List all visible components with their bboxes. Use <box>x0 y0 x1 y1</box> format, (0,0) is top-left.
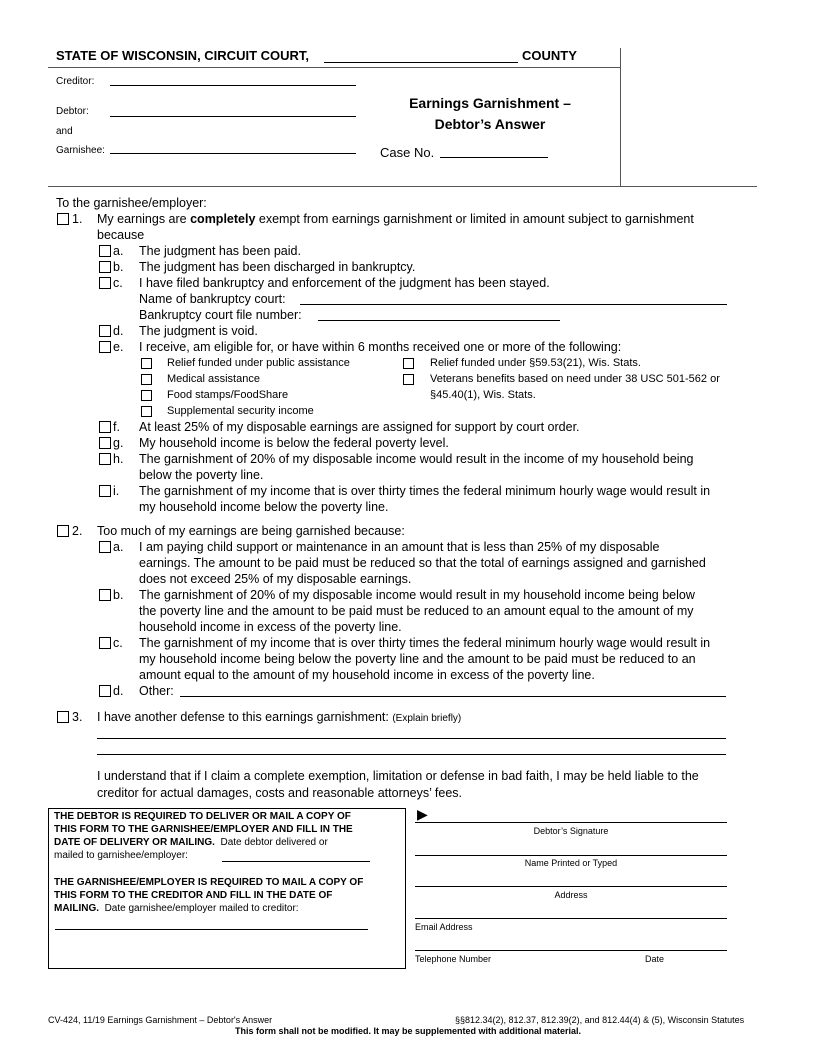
bankruptcy-file-field[interactable] <box>318 307 560 321</box>
section3-checkbox[interactable] <box>57 711 69 723</box>
veterans-benefits-label-cont: §45.40(1), Wis. Stats. <box>430 389 536 401</box>
public-assistance-checkbox[interactable] <box>141 358 152 369</box>
section2-text: Too much of my earnings are being garnished because: <box>97 524 405 538</box>
intro-text: To the garnishee/employer: <box>56 196 207 210</box>
garnishee-instruction-line3: MAILING. Date garnishee/employer mailed to creditor: <box>54 903 299 914</box>
telephone-label: Telephone Number <box>415 954 492 964</box>
section1c-checkbox[interactable] <box>99 277 111 289</box>
section1e-checkbox[interactable] <box>99 341 111 353</box>
section2d-text: Other: <box>139 684 174 698</box>
name-printed-field[interactable] <box>415 842 727 856</box>
form-title-line2: Debtor’s Answer <box>434 116 546 132</box>
section1i-checkbox[interactable] <box>99 485 111 497</box>
section2c-text-line1: The garnishment of my income that is over thirty times the federal minimum hourly wage would result in <box>139 636 711 650</box>
section1b-checkbox[interactable] <box>99 261 111 273</box>
other-reason-field[interactable] <box>180 683 726 697</box>
signature-field[interactable] <box>415 809 727 823</box>
debtor-field[interactable] <box>110 103 356 117</box>
section1f-letter: f. <box>113 420 120 434</box>
relief-5953-label: Relief funded under §59.53(21), Wis. Stats. <box>430 357 641 369</box>
county-input-line[interactable] <box>324 49 518 63</box>
debtor-instruction-line4: mailed to garnishee/employer: <box>54 850 188 861</box>
garnishee-instruction-line2: THIS FORM TO THE CREDITOR AND FILL IN THE DATE OF <box>54 890 333 901</box>
header-top-divider <box>48 67 620 68</box>
bankruptcy-court-label: Name of bankruptcy court: <box>139 292 286 306</box>
medical-assistance-checkbox[interactable] <box>141 374 152 385</box>
garnishee-field[interactable] <box>110 140 356 154</box>
date-label: Date <box>645 954 665 964</box>
debtor-instruction-line1: THE DEBTOR IS REQUIRED TO DELIVER OR MAIL A COPY OF <box>54 811 351 822</box>
section1h-text-line1: The garnishment of 20% of my disposable income would result in the income of my household being <box>139 452 694 466</box>
phone-date-field[interactable] <box>415 937 727 951</box>
header-bottom-divider <box>48 186 757 187</box>
veterans-benefits-label: Veterans benefits based on need under 38 USC 501-562 or <box>430 373 720 385</box>
bankruptcy-file-label: Bankruptcy court file number: <box>139 308 302 322</box>
section2b-text-line2: the poverty line and the amount to be paid must be reduced to an amount equal to the amount of my <box>139 604 694 618</box>
debtor-instruction-line2: THIS FORM TO THE GARNISHEE/EMPLOYER AND FILL IN THE <box>54 824 353 835</box>
section1f-checkbox[interactable] <box>99 421 111 433</box>
section3-number: 3. <box>72 710 83 724</box>
section1f-text: At least 25% of my disposable earnings are assigned for support by court order. <box>139 420 580 434</box>
section1c-text: I have filed bankruptcy and enforcement of the judgment has been stayed. <box>139 276 550 290</box>
section1a-letter: a. <box>113 244 124 258</box>
section1b-letter: b. <box>113 260 124 274</box>
garnishee-mailed-date-field[interactable] <box>55 916 368 930</box>
section1g-letter: g. <box>113 436 124 450</box>
section2c-letter: c. <box>113 636 123 650</box>
section1e-letter: e. <box>113 340 124 354</box>
section2c-checkbox[interactable] <box>99 637 111 649</box>
section1d-letter: d. <box>113 324 124 338</box>
section1a-checkbox[interactable] <box>99 245 111 257</box>
section2b-checkbox[interactable] <box>99 589 111 601</box>
understand-line2: creditor for actual damages, costs and reasonable attorneys’ fees. <box>97 786 463 800</box>
section2b-text-line3: household income in excess of the poverty line. <box>139 620 402 634</box>
garnishee-label: Garnishee: <box>56 145 105 156</box>
header-right-divider <box>620 48 621 186</box>
medical-assistance-label: Medical assistance <box>167 373 260 385</box>
food-stamps-checkbox[interactable] <box>141 390 152 401</box>
section1-text: My earnings are completely exempt from earnings garnishment or limited in amount subject to garnishment <box>97 212 694 226</box>
section1b-text: The judgment has been discharged in bankruptcy. <box>139 260 416 274</box>
creditor-field[interactable] <box>110 72 356 86</box>
footer-notice: This form shall not be modified. It may be supplemented with additional material. <box>234 1026 582 1036</box>
section2a-text-line1: I am paying child support or maintenance in an amount that is less than 25% of my disposable <box>139 540 660 554</box>
veterans-benefits-checkbox[interactable] <box>403 374 414 385</box>
section1h-letter: h. <box>113 452 124 466</box>
section3-text: I have another defense to this earnings garnishment: (Explain briefly) <box>97 710 462 724</box>
public-assistance-label: Relief funded under public assistance <box>167 357 350 369</box>
section1e-text: I receive, am eligible for, or have within 6 months received one or more of the following: <box>139 340 622 354</box>
section2b-letter: b. <box>113 588 124 602</box>
county-label: COUNTY <box>522 48 577 63</box>
section1i-letter: i. <box>113 484 120 498</box>
section1c-letter: c. <box>113 276 123 290</box>
debtor-label: Debtor: <box>56 106 89 117</box>
section2a-checkbox[interactable] <box>99 541 111 553</box>
section1a-text: The judgment has been paid. <box>139 244 301 258</box>
ssi-checkbox[interactable] <box>141 406 152 417</box>
understand-line1: I understand that if I claim a complete exemption, limitation or defense in bad faith, I may be held liable to the <box>97 769 699 783</box>
section1i-text-line2: my household income below the poverty line. <box>139 500 389 514</box>
creditor-label: Creditor: <box>56 76 95 87</box>
section2d-checkbox[interactable] <box>99 685 111 697</box>
relief-5953-checkbox[interactable] <box>403 358 414 369</box>
footer-form-id: CV-424, 11/19 Earnings Garnishment – Debtor's Answer <box>48 1015 273 1025</box>
section1-text-cont: because <box>97 228 145 242</box>
section2a-letter: a. <box>113 540 124 554</box>
signature-label: Debtor’s Signature <box>533 826 609 836</box>
section1g-text: My household income is below the federal poverty level. <box>139 436 449 450</box>
defense-field-line2[interactable] <box>97 743 726 755</box>
food-stamps-label: Food stamps/FoodShare <box>167 389 289 401</box>
section2-number: 2. <box>72 524 83 538</box>
section2a-text-line3: does not exceed 25% of my disposable earnings. <box>139 572 412 586</box>
footer-statutes: §§812.34(2), 812.37, 812.39(2), and 812.44(4) & (5), Wisconsin Statutes <box>455 1015 745 1025</box>
address-field-line2[interactable] <box>415 905 727 919</box>
and-label: and <box>56 126 73 137</box>
garnishee-instruction-line1: THE GARNISHEE/EMPLOYER IS REQUIRED TO MAIL A COPY OF <box>54 877 364 888</box>
section2c-text-line3: amount equal to the amount of my household income in excess of the poverty line. <box>139 668 595 682</box>
section1h-checkbox[interactable] <box>99 453 111 465</box>
name-printed-label: Name Printed or Typed <box>524 858 618 868</box>
section1d-checkbox[interactable] <box>99 325 111 337</box>
defense-field-line1[interactable] <box>97 727 726 739</box>
section1i-text-line1: The garnishment of my income that is over thirty times the federal minimum hourly wage would result in <box>139 484 711 498</box>
section2d-letter: d. <box>113 684 124 698</box>
section1-checkbox[interactable] <box>57 213 69 225</box>
case-no-field[interactable] <box>440 144 548 158</box>
ssi-label: Supplemental security income <box>167 405 314 417</box>
section1d-text: The judgment is void. <box>139 324 258 338</box>
section2a-text-line2: earnings. The amount to be paid must be reduced so that the total of earnings assigned and garnished <box>139 556 706 570</box>
address-field[interactable] <box>415 873 727 887</box>
section2-checkbox[interactable] <box>57 525 69 537</box>
debtor-mailed-date-field[interactable] <box>222 848 370 862</box>
debtor-instruction-line3: DATE OF DELIVERY OR MAILING. Date debtor delivered or <box>54 837 328 848</box>
signature-arrow-icon: ▶ <box>417 806 428 822</box>
case-no-label: Case No. <box>380 145 435 160</box>
section1g-checkbox[interactable] <box>99 437 111 449</box>
section2b-text-line1: The garnishment of 20% of my disposable income would result in my household income being below <box>139 588 695 602</box>
email-label: Email Address <box>415 922 473 932</box>
address-label: Address <box>554 890 588 900</box>
form-title-line1: Earnings Garnishment – <box>409 95 571 111</box>
court-heading: STATE OF WISCONSIN, CIRCUIT COURT, <box>56 48 310 63</box>
section1h-text-line2: below the poverty line. <box>139 468 264 482</box>
bankruptcy-court-field[interactable] <box>300 291 727 305</box>
section2c-text-line2: my household income being below the poverty line and the amount to be paid must be reduced to an <box>139 652 696 666</box>
section1-number: 1. <box>72 212 83 226</box>
